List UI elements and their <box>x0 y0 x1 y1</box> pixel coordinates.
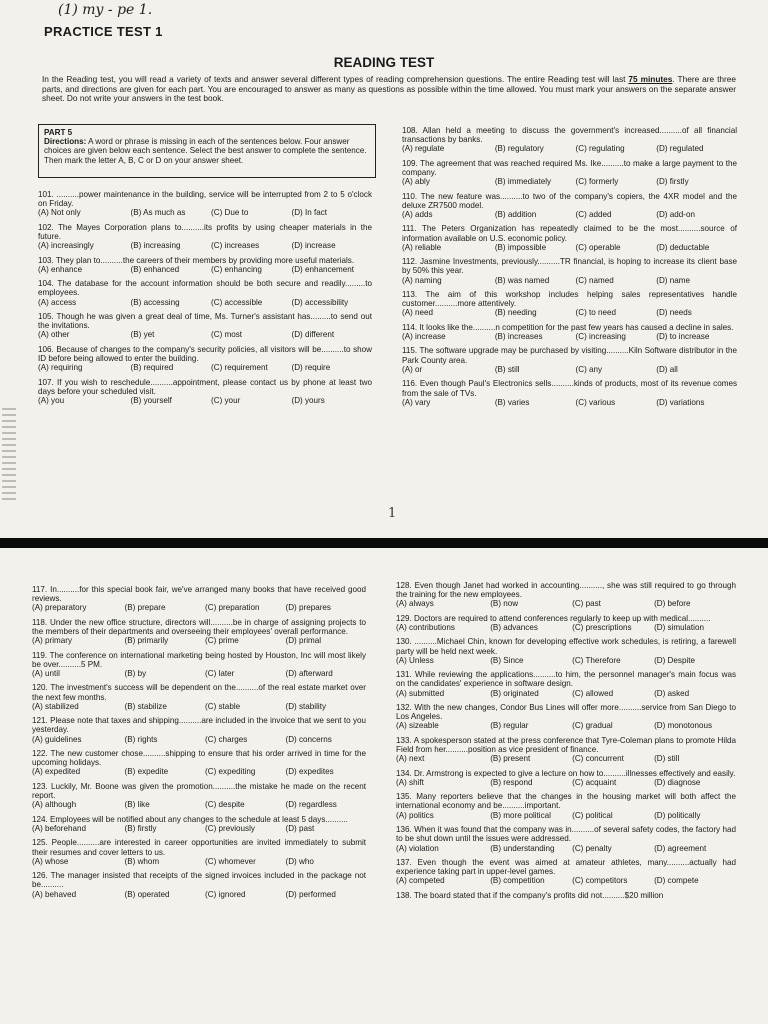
answer-options <box>32 824 366 833</box>
answer-option: (A) violation <box>396 843 439 853</box>
answer-option: (A) always <box>396 599 434 609</box>
question-item <box>38 312 372 340</box>
answer-option: (D) to increase <box>656 332 710 342</box>
answer-option: (B) Since <box>490 655 524 665</box>
question-item <box>38 190 372 218</box>
answer-options <box>396 811 736 820</box>
question-stem: 105. Though he was given a great deal of time, Ms. Turner's assistant has.........to send out the invitations. <box>38 312 372 331</box>
question-stem: 126. The manager insisted that receipts of the signed invoices included in the package not be.......... <box>32 871 366 890</box>
question-item <box>32 815 366 834</box>
answer-options <box>32 636 366 645</box>
answer-option: (B) more political <box>490 810 551 820</box>
answer-option: (C) allowed <box>572 688 614 698</box>
question-column-left-bottom <box>32 585 366 904</box>
answer-option: (D) prepares <box>285 603 331 613</box>
answer-option: (C) requirement <box>211 363 268 373</box>
question-column-right-bottom <box>396 581 736 905</box>
answer-option: (B) primarily <box>124 636 169 646</box>
answer-options <box>38 363 372 372</box>
answer-option: (A) access <box>38 297 77 307</box>
answer-option: (B) impossible <box>494 242 547 252</box>
answer-option: (C) increases <box>211 241 260 251</box>
question-item <box>402 192 737 220</box>
question-item <box>32 871 366 899</box>
question-item <box>396 736 736 764</box>
question-item <box>32 683 366 711</box>
answer-option: (C) past <box>572 599 601 609</box>
answer-option: (C) previously <box>205 823 255 833</box>
question-item <box>38 223 372 251</box>
answer-option: (D) firstly <box>656 177 689 187</box>
answer-option: (D) simulation <box>654 623 704 633</box>
directions-label: Directions: <box>44 137 87 147</box>
answer-option: (D) yours <box>291 396 325 406</box>
question-stem: 107. If you wish to reschedule..........appointment, please contact us by phone at least two days before your scheduled visit. <box>38 377 372 396</box>
answer-options <box>396 876 736 885</box>
answer-option: (C) prime <box>205 636 239 646</box>
answer-option: (B) regulatory <box>494 144 544 154</box>
answer-options <box>32 702 366 711</box>
answer-option: (A) submitted <box>396 688 445 698</box>
answer-option: (B) yet <box>130 330 155 340</box>
answer-options <box>396 599 736 608</box>
answer-option: (D) all <box>656 364 678 374</box>
question-stem: 115. The software upgrade may be purchased by visiting..........Kiln Software distributor in the Park County area. <box>402 346 737 365</box>
answer-option: (C) to need <box>575 308 617 318</box>
answer-options <box>32 767 366 776</box>
answer-options <box>396 844 736 853</box>
question-item <box>32 716 366 744</box>
answer-option: (A) contributions <box>396 623 455 633</box>
answer-option: (A) behaved <box>32 889 77 899</box>
question-stem: 137. Even though the event was aimed at amateur athletes, many..........actually had experience taking part in upper-level games. <box>396 857 736 877</box>
answer-option: (B) addition <box>494 210 537 220</box>
answer-options <box>38 241 372 250</box>
answer-option: (A) increasingly <box>38 241 94 251</box>
answer-option: (C) political <box>572 810 613 820</box>
answer-option: (D) past <box>285 823 315 833</box>
answer-option: (D) deductable <box>656 242 710 252</box>
question-item <box>396 637 736 665</box>
answer-options <box>402 144 737 153</box>
answer-options <box>38 208 372 217</box>
intro-time-limit: 75 minutes <box>628 74 673 84</box>
intro-text-1: In the Reading test, you will read a variety of texts and answer several different types of reading comprehension questions. The entire Reading test will last <box>42 74 629 84</box>
answer-options <box>396 689 736 698</box>
answer-option: (B) operated <box>124 889 170 899</box>
answer-options <box>32 857 366 866</box>
answer-option: (A) preparatory <box>32 603 87 613</box>
answer-options <box>402 332 737 341</box>
answer-option: (A) sizeable <box>396 721 439 731</box>
pencil-tick-mark: 1 <box>388 506 397 521</box>
answer-options <box>38 330 372 339</box>
question-item <box>38 378 372 406</box>
answer-option: (C) penalty <box>572 843 612 853</box>
question-stem: 116. Even though Paul's Electronics sells..........kinds of products, most of its revenue comes from the sale of TVs. <box>402 379 737 398</box>
question-stem: 119. The conference on international marketing being hosted by Houston, Inc will most likely be over..........5 PM. <box>32 650 366 669</box>
answer-option: (D) require <box>291 363 331 373</box>
answer-options <box>396 721 736 730</box>
question-stem: 129. Doctors are required to attend conferences regularly to keep up with medical.......... <box>396 613 711 623</box>
answer-option: (D) increase <box>291 241 336 251</box>
answer-option: (B) now <box>490 599 519 609</box>
question-stem: 118. Under the new office structure, directors will..........be in charge of assigning projects to the members of their departments and overseeing their employees' overall performance. <box>32 617 366 637</box>
question-column-right-top <box>402 126 737 412</box>
question-item <box>402 323 737 342</box>
answer-option: (A) primary <box>32 636 73 646</box>
question-stem: 102. The Mayes Corporation plans to..........its profits by using cheaper materials in the future. <box>38 222 372 242</box>
answer-option: (B) regular <box>490 721 529 731</box>
answer-option: (D) politically <box>654 810 701 820</box>
reading-test-title: READING TEST <box>333 55 435 70</box>
answer-option: (B) like <box>124 800 150 810</box>
answer-option: (A) or <box>402 364 423 374</box>
answer-options <box>32 735 366 744</box>
question-stem: 138. The board stated that if the company's profits did not..........$20 million <box>396 890 664 900</box>
answer-option: (A) you <box>38 396 65 406</box>
part-label: PART 5 <box>44 128 73 137</box>
answer-options <box>402 308 737 317</box>
margin-scan-marks <box>2 408 16 504</box>
answer-option: (A) ably <box>402 177 430 187</box>
answer-option: (A) regulate <box>402 144 445 154</box>
answer-option: (D) add-on <box>656 210 695 220</box>
answer-option: (D) asked <box>654 688 690 698</box>
answer-option: (C) prescriptions <box>572 623 632 633</box>
answer-option: (B) firstly <box>124 823 157 833</box>
answer-option: (A) increase <box>402 332 446 342</box>
question-stem: 101. ..........power maintenance in the building, service will be interrupted from 2 to 5 o'clock on Friday. <box>38 190 372 209</box>
answer-option: (B) competition <box>490 876 545 886</box>
question-item <box>396 792 736 820</box>
answer-options <box>32 603 366 612</box>
answer-option: (D) needs <box>656 308 692 318</box>
answer-option: (C) named <box>575 275 614 285</box>
answer-option: (C) later <box>205 669 235 679</box>
answer-options <box>396 623 736 632</box>
answer-option: (D) regardless <box>285 800 337 810</box>
question-item <box>402 290 737 318</box>
answer-option: (C) stable <box>205 701 241 711</box>
answer-option: (B) rights <box>124 734 158 744</box>
question-item <box>396 825 736 853</box>
answer-option: (D) compete <box>654 876 699 886</box>
question-item <box>396 581 736 609</box>
question-stem: 130. ..........Michael Chin, known for developing effective work schedules, is retiring, a farewell party will be held next week. <box>396 637 736 656</box>
answer-option: (C) whomever <box>205 856 256 866</box>
answer-option: (B) originated <box>490 688 539 698</box>
answer-option: (C) operable <box>575 242 621 252</box>
bottom-page <box>0 548 768 1024</box>
question-stem: 124. Employees will be notified about any changes to the schedule at least 5 days.......... <box>32 814 348 824</box>
question-item <box>38 345 372 373</box>
answer-options <box>402 177 737 186</box>
answer-option: (A) guidelines <box>32 734 82 744</box>
question-stem: 133. A spokesperson stated at the press conference that Tyre-Coleman plans to promote Hilda Field from her..........position as vice president of finance. <box>396 735 736 755</box>
answer-option: (D) still <box>654 754 680 764</box>
answer-option: (A) other <box>38 330 70 340</box>
answer-option: (B) increases <box>494 332 543 342</box>
answer-option: (A) competed <box>396 876 445 886</box>
question-item <box>32 651 366 679</box>
answer-option: (B) accessing <box>130 297 180 307</box>
answer-option: (B) prepare <box>124 603 166 613</box>
answer-option: (C) competitors <box>572 876 628 886</box>
question-item <box>396 891 736 900</box>
answer-option: (C) added <box>575 210 612 220</box>
answer-option: (D) different <box>291 330 335 340</box>
answer-options <box>396 778 736 787</box>
answer-option: (B) increasing <box>130 241 181 251</box>
answer-option: (C) various <box>575 397 616 407</box>
answer-option: (C) Therefore <box>572 655 621 665</box>
answer-option: (A) whose <box>32 856 69 866</box>
answer-option: (D) expedites <box>285 767 334 777</box>
question-item <box>396 769 736 788</box>
answer-option: (A) reliable <box>402 242 442 252</box>
question-stem: 136. When it was found that the company was in..........of several safety codes, the factory had to be shut down until the issues were addressed. <box>396 825 736 844</box>
question-item <box>32 749 366 777</box>
answer-option: (D) In fact <box>291 208 328 218</box>
question-stem: 106. Because of changes to the company's security policies, all visitors will be..........to show ID before being allowed to enter the building. <box>38 344 372 364</box>
answer-option: (D) afterward <box>285 669 333 679</box>
answer-option: (A) Not only <box>38 208 81 218</box>
question-stem: 110. The new feature was..........to two of the company's copiers, the 4XR model and the deluxe ZR7500 model. <box>402 191 737 210</box>
answer-option: (D) primal <box>285 636 322 646</box>
question-item <box>32 838 366 866</box>
answer-options <box>402 210 737 219</box>
question-item <box>32 618 366 646</box>
question-stem: 111. The Peters Organization has repeatedly claimed to be the most..........source of information available on U.S. economic policy. <box>402 224 737 243</box>
answer-option: (D) variations <box>656 397 705 407</box>
answer-option: (B) respond <box>490 777 533 787</box>
answer-option: (C) enhancing <box>211 264 262 274</box>
answer-option: (A) Unless <box>396 655 434 665</box>
answer-option: (C) regulating <box>575 144 625 154</box>
answer-option: (B) enhanced <box>130 264 180 274</box>
answer-option: (B) by <box>124 669 147 679</box>
answer-option: (D) who <box>285 856 314 866</box>
question-stem: 109. The agreement that was reached required Ms. Ike..........to make a large payment to the company. <box>402 158 737 178</box>
question-item <box>402 126 737 154</box>
question-item <box>396 614 736 633</box>
question-stem: 120. The investment's success will be dependent on the..........of the real estate market over the next few months. <box>32 683 366 702</box>
answer-option: (C) formerly <box>575 177 619 187</box>
answer-option: (C) ignored <box>205 889 246 899</box>
question-item <box>402 159 737 187</box>
answer-option: (A) enhance <box>38 264 83 274</box>
intro-paragraph <box>42 75 736 104</box>
answer-option: (D) diagnose <box>654 777 701 787</box>
answer-option: (B) yourself <box>130 396 172 406</box>
answer-option: (D) agreement <box>654 843 707 853</box>
answer-option: (B) was named <box>494 275 550 285</box>
answer-options <box>402 365 737 374</box>
practice-test-title: PRACTICE TEST 1 <box>44 24 163 39</box>
answer-option: (C) Due to <box>211 208 249 218</box>
answer-option: (A) need <box>402 308 434 318</box>
question-stem: 128. Even though Janet had worked in accounting.........., she was still required to go through the training for the new employees. <box>396 581 736 600</box>
answer-option: (C) your <box>211 396 241 406</box>
answer-option: (A) vary <box>402 397 431 407</box>
answer-option: (C) concurrent <box>572 754 624 764</box>
answer-options <box>396 656 736 665</box>
question-stem: 121. Please note that taxes and shipping..........are included in the invoice that we sent to you yesterday. <box>32 716 366 735</box>
answer-option: (B) stabilize <box>124 701 167 711</box>
question-stem: 131. While reviewing the applications..........to him, the personnel manager's main focus was on the candidates' experience in software design. <box>396 670 736 689</box>
answer-option: (D) regulated <box>656 144 704 154</box>
question-stem: 104. The database for the account information should be both secure and readily.........to employees. <box>38 279 372 298</box>
answer-option: (B) required <box>130 363 174 373</box>
answer-option: (C) most <box>211 330 243 340</box>
answer-option: (B) immediately <box>494 177 552 187</box>
answer-option: (A) shift <box>396 777 424 787</box>
answer-options <box>402 398 737 407</box>
answer-option: (B) present <box>490 754 531 764</box>
question-stem: 103. They plan to..........the careers of their members by providing more useful materials. <box>38 255 355 265</box>
question-stem: 122. The new customer chose..........shipping to ensure that his order arrived in time for the upcoming holidays. <box>32 749 366 768</box>
question-item <box>38 256 372 275</box>
answer-option: (B) still <box>494 364 520 374</box>
answer-option: (A) next <box>396 754 425 764</box>
answer-option: (B) expedite <box>124 767 169 777</box>
answer-option: (B) whom <box>124 856 160 866</box>
answer-option: (D) concerns <box>285 734 332 744</box>
question-stem: 112. Jasmine Investments, previously..........TR financial, is hoping to increase its client base by 50% this year. <box>402 257 737 276</box>
answer-options <box>396 754 736 763</box>
intro-text-2: . There are three parts, and directions are given for each part. You are encouraged to answer as many as questions as possible within the time allowed. You must mark your answers on the separate answer sheet. Do not write your answers in the test book. <box>42 74 736 104</box>
directions-text <box>44 137 370 165</box>
answer-option: (D) stability <box>285 701 326 711</box>
answer-option: (C) charges <box>205 734 248 744</box>
question-stem: 114. It looks like the..........n competition for the past few years has caused a decline in sales. <box>402 322 734 332</box>
answer-option: (B) As much as <box>130 208 186 218</box>
answer-option: (A) expedited <box>32 767 81 777</box>
answer-options <box>402 276 737 285</box>
answer-option: (C) preparation <box>205 603 260 613</box>
question-item <box>32 782 366 810</box>
answer-option: (A) requiring <box>38 363 83 373</box>
answer-option: (D) enhancement <box>291 264 355 274</box>
question-stem: 125. People..........are interested in career opportunities are invited immediately to submit their resumes and cover letters to us. <box>32 838 366 857</box>
answer-option: (C) despite <box>205 800 245 810</box>
answer-option: (D) monotonous <box>654 721 713 731</box>
answer-option: (A) until <box>32 669 60 679</box>
question-item <box>396 670 736 698</box>
answer-options <box>38 396 372 405</box>
answer-option: (B) needing <box>494 308 537 318</box>
answer-option: (C) acquaint <box>572 777 617 787</box>
question-item <box>396 858 736 886</box>
answer-option: (D) performed <box>285 889 336 899</box>
handwritten-note: (1) my - pe 1. <box>58 2 153 18</box>
answer-option: (B) understanding <box>490 843 555 853</box>
question-item <box>396 703 736 731</box>
answer-option: (C) increasing <box>575 332 626 342</box>
question-stem: 117. In..........for this special book fair, we've arranged many books that have received good reviews. <box>32 585 366 604</box>
answer-option: (A) although <box>32 800 77 810</box>
answer-option: (D) Despite <box>654 655 695 665</box>
question-item <box>32 585 366 613</box>
question-item <box>402 257 737 285</box>
question-item <box>38 279 372 307</box>
question-item <box>402 379 737 407</box>
part-5-directions-box <box>38 124 376 178</box>
answer-option: (A) politics <box>396 810 434 820</box>
answer-option: (C) gradual <box>572 721 613 731</box>
answer-options <box>32 890 366 899</box>
answer-option: (D) accessibility <box>291 297 349 307</box>
question-stem: 123. Luckily, Mr. Boone was given the promotion..........the mistake he made on the recent report. <box>32 781 366 801</box>
answer-options <box>38 298 372 307</box>
answer-option: (A) adds <box>402 210 433 220</box>
answer-option: (A) stabilized <box>32 701 79 711</box>
question-column-left-top <box>38 190 372 410</box>
answer-option: (A) naming <box>402 275 442 285</box>
question-item <box>402 224 737 252</box>
answer-option: (C) expediting <box>205 767 256 777</box>
question-stem: 113. The aim of this workshop includes helping sales representatives handle customer..........more attentively. <box>402 290 737 309</box>
answer-option: (A) beforehand <box>32 823 86 833</box>
question-item <box>402 346 737 374</box>
answer-options <box>38 265 372 274</box>
answer-options <box>32 669 366 678</box>
question-stem: 135. Many reporters believe that the changes in the housing market will both affect the international economy and be..........important. <box>396 792 736 811</box>
directions-body: A word or phrase is missing in each of the sentences below. Four answer choices are given below each sentence. Select the best answer to complete the sentence. Then mark the letter A, B, C or D on your answer sheet. <box>44 137 367 165</box>
answer-option: (B) advances <box>490 623 538 633</box>
answer-options <box>32 800 366 809</box>
answer-option: (C) any <box>575 364 603 374</box>
answer-options <box>402 243 737 252</box>
question-stem: 132. With the new changes, Condor Bus Lines will offer more..........service from San Diego to Los Angeles. <box>396 703 736 722</box>
question-stem: 134. Dr. Armstrong is expected to give a lecture on how to..........illnesses effectively and easily. <box>396 768 736 778</box>
answer-option: (C) accessible <box>211 297 263 307</box>
question-stem: 108. Allan held a meeting to discuss the government's increased..........of all financial transactions by banks. <box>402 126 737 145</box>
answer-option: (D) name <box>656 275 690 285</box>
answer-option: (D) before <box>654 599 691 609</box>
answer-option: (B) varies <box>494 397 530 407</box>
